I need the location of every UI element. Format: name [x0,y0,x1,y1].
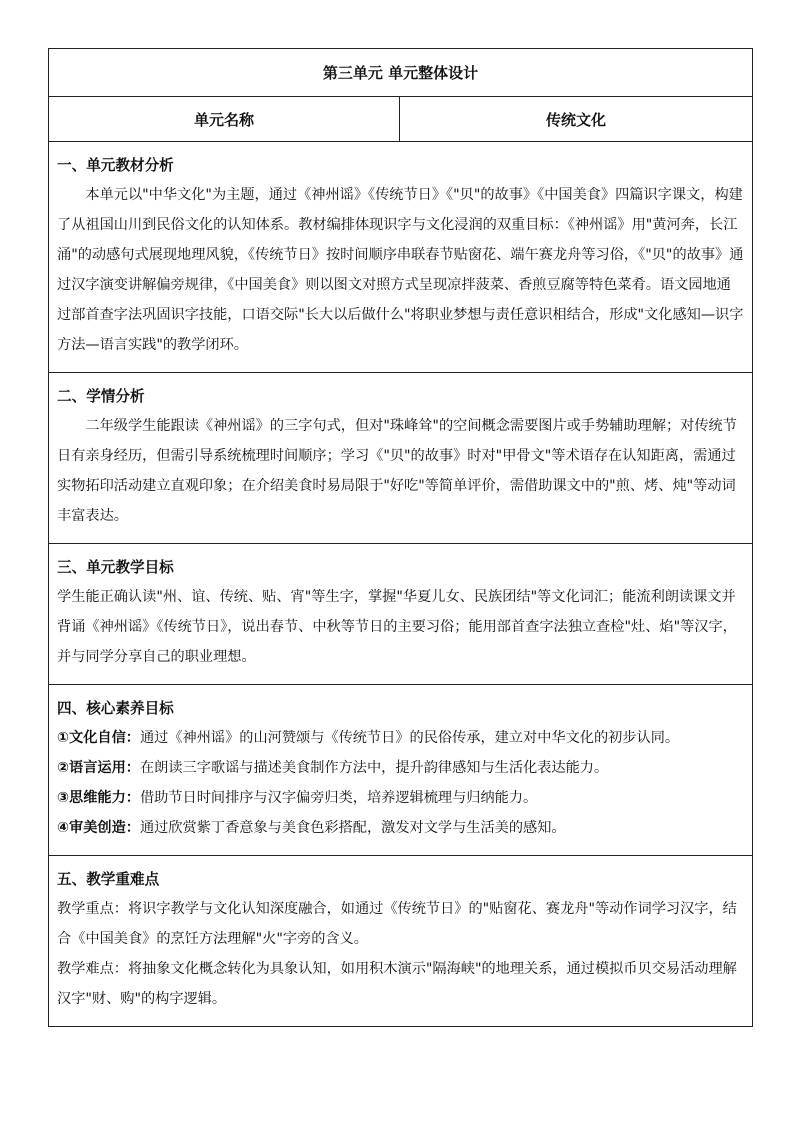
section-heading: 三、单元教学目标 [57,559,174,576]
unit-name-row [49,96,752,141]
unit-design-table [48,48,753,1027]
literacy-item-text: 通过欣赏紫丁香意象与美食色彩搭配，激发对文学与生活美的感知。 [139,820,566,836]
literacy-item-label: ④审美创造： [57,820,140,836]
table-title: 第三单元 单元整体设计 [322,64,479,82]
section-heading: 二、学情分析 [57,388,145,405]
literacy-item [57,783,744,813]
section-heading: 一、单元教材分析 [57,157,174,174]
literacy-item-label: ②语言运用： [57,760,140,776]
section-key-difficult-points [49,855,752,1026]
section-core-literacy [49,684,752,855]
section-teaching-goals [49,543,752,684]
section-learner-analysis [49,372,752,543]
literacy-item-text: 在朗读三字歌谣与描述美食制作方法中，提升韵律感知与生活化表达能力。 [139,760,609,776]
table-title-row [49,49,752,96]
teaching-difficulty: 教学难点：将抽象文化概念转化为具象认知，如用积木演示"隔海峡"的地理关系，通过模拟币贝交易活动理解汉字"财、购"的构字逻辑。 [57,961,737,1007]
section-heading: 四、核心素养目标 [57,700,174,717]
literacy-item [57,753,744,783]
literacy-item-label: ③思维能力： [57,790,140,806]
section-body: 二年级学生能跟读《神州谣》的三字句式，但对"珠峰耸"的空间概念需要图片或手势辅助理解；对传统节日有亲身经历，但需引导系统梳理时间顺序；学习《"贝"的故事》时对"甲骨文"等术语存在认知距离，需通过实物拓印活动建立直观印象；在介绍美食时易局限于"好吃"等简单评价，需借助课文中的"煎、烤、炖"等动词丰富表达。 [57,418,737,524]
teaching-focus: 教学重点：将识字教学与文化认知深度融合，如通过《传统节日》的"贴窗花、赛龙舟"等动作词学习汉字，结合《中国美食》的烹饪方法理解"火"字旁的含义。 [57,901,737,947]
unit-name-value: 传统文化 [399,97,752,141]
literacy-item-text: 通过《神州谣》的山河赞颂与《传统节日》的民俗传承，建立对中华文化的初步认同。 [139,730,680,746]
literacy-item [57,813,744,843]
section-textbook-analysis [49,141,752,372]
unit-name-label: 单元名称 [193,110,254,129]
section-heading: 五、教学重难点 [57,871,160,888]
section-body: 学生能正确认读"州、谊、传统、贴、宵"等生字，掌握"华夏儿女、民族团结"等文化词汇；能流利朗读课文并背诵《神州谣》《传统节日》，说出春节、中秋等节日的主要习俗；能用部首查字法独立查检"灶、焰"等汉字，并与同学分享自己的职业理想。 [57,589,737,665]
section-body: 本单元以"中华文化"为主题，通过《神州谣》《传统节日》《"贝"的故事》《中国美食》四篇识字课文，构建了从祖国山川到民俗文化的认知体系。教材编排体现识字与文化浸润的双重目标：《神州谣》用"黄河奔，长江涌"的动感句式展现地理风貌，《传统节日》按时间顺序串联春节贴窗花、端午赛龙舟等习俗，《"贝"的故事》通过汉字演变讲解偏旁规律，《中国美食》则以图文对照方式呈现凉拌菠菜、香煎豆腐等特色菜肴。语文园地通过部首查字法巩固识字技能，口语交际"长大以后做什么"将职业梦想与责任意识相结合，形成"文化感知—识字方法—语言实践"的教学闭环。 [57,187,744,353]
literacy-item [57,723,744,753]
literacy-item-text: 借助节日时间排序与汉字偏旁归类，培养逻辑梳理与归纳能力。 [139,790,538,806]
literacy-item-label: ①文化自信： [57,730,140,746]
